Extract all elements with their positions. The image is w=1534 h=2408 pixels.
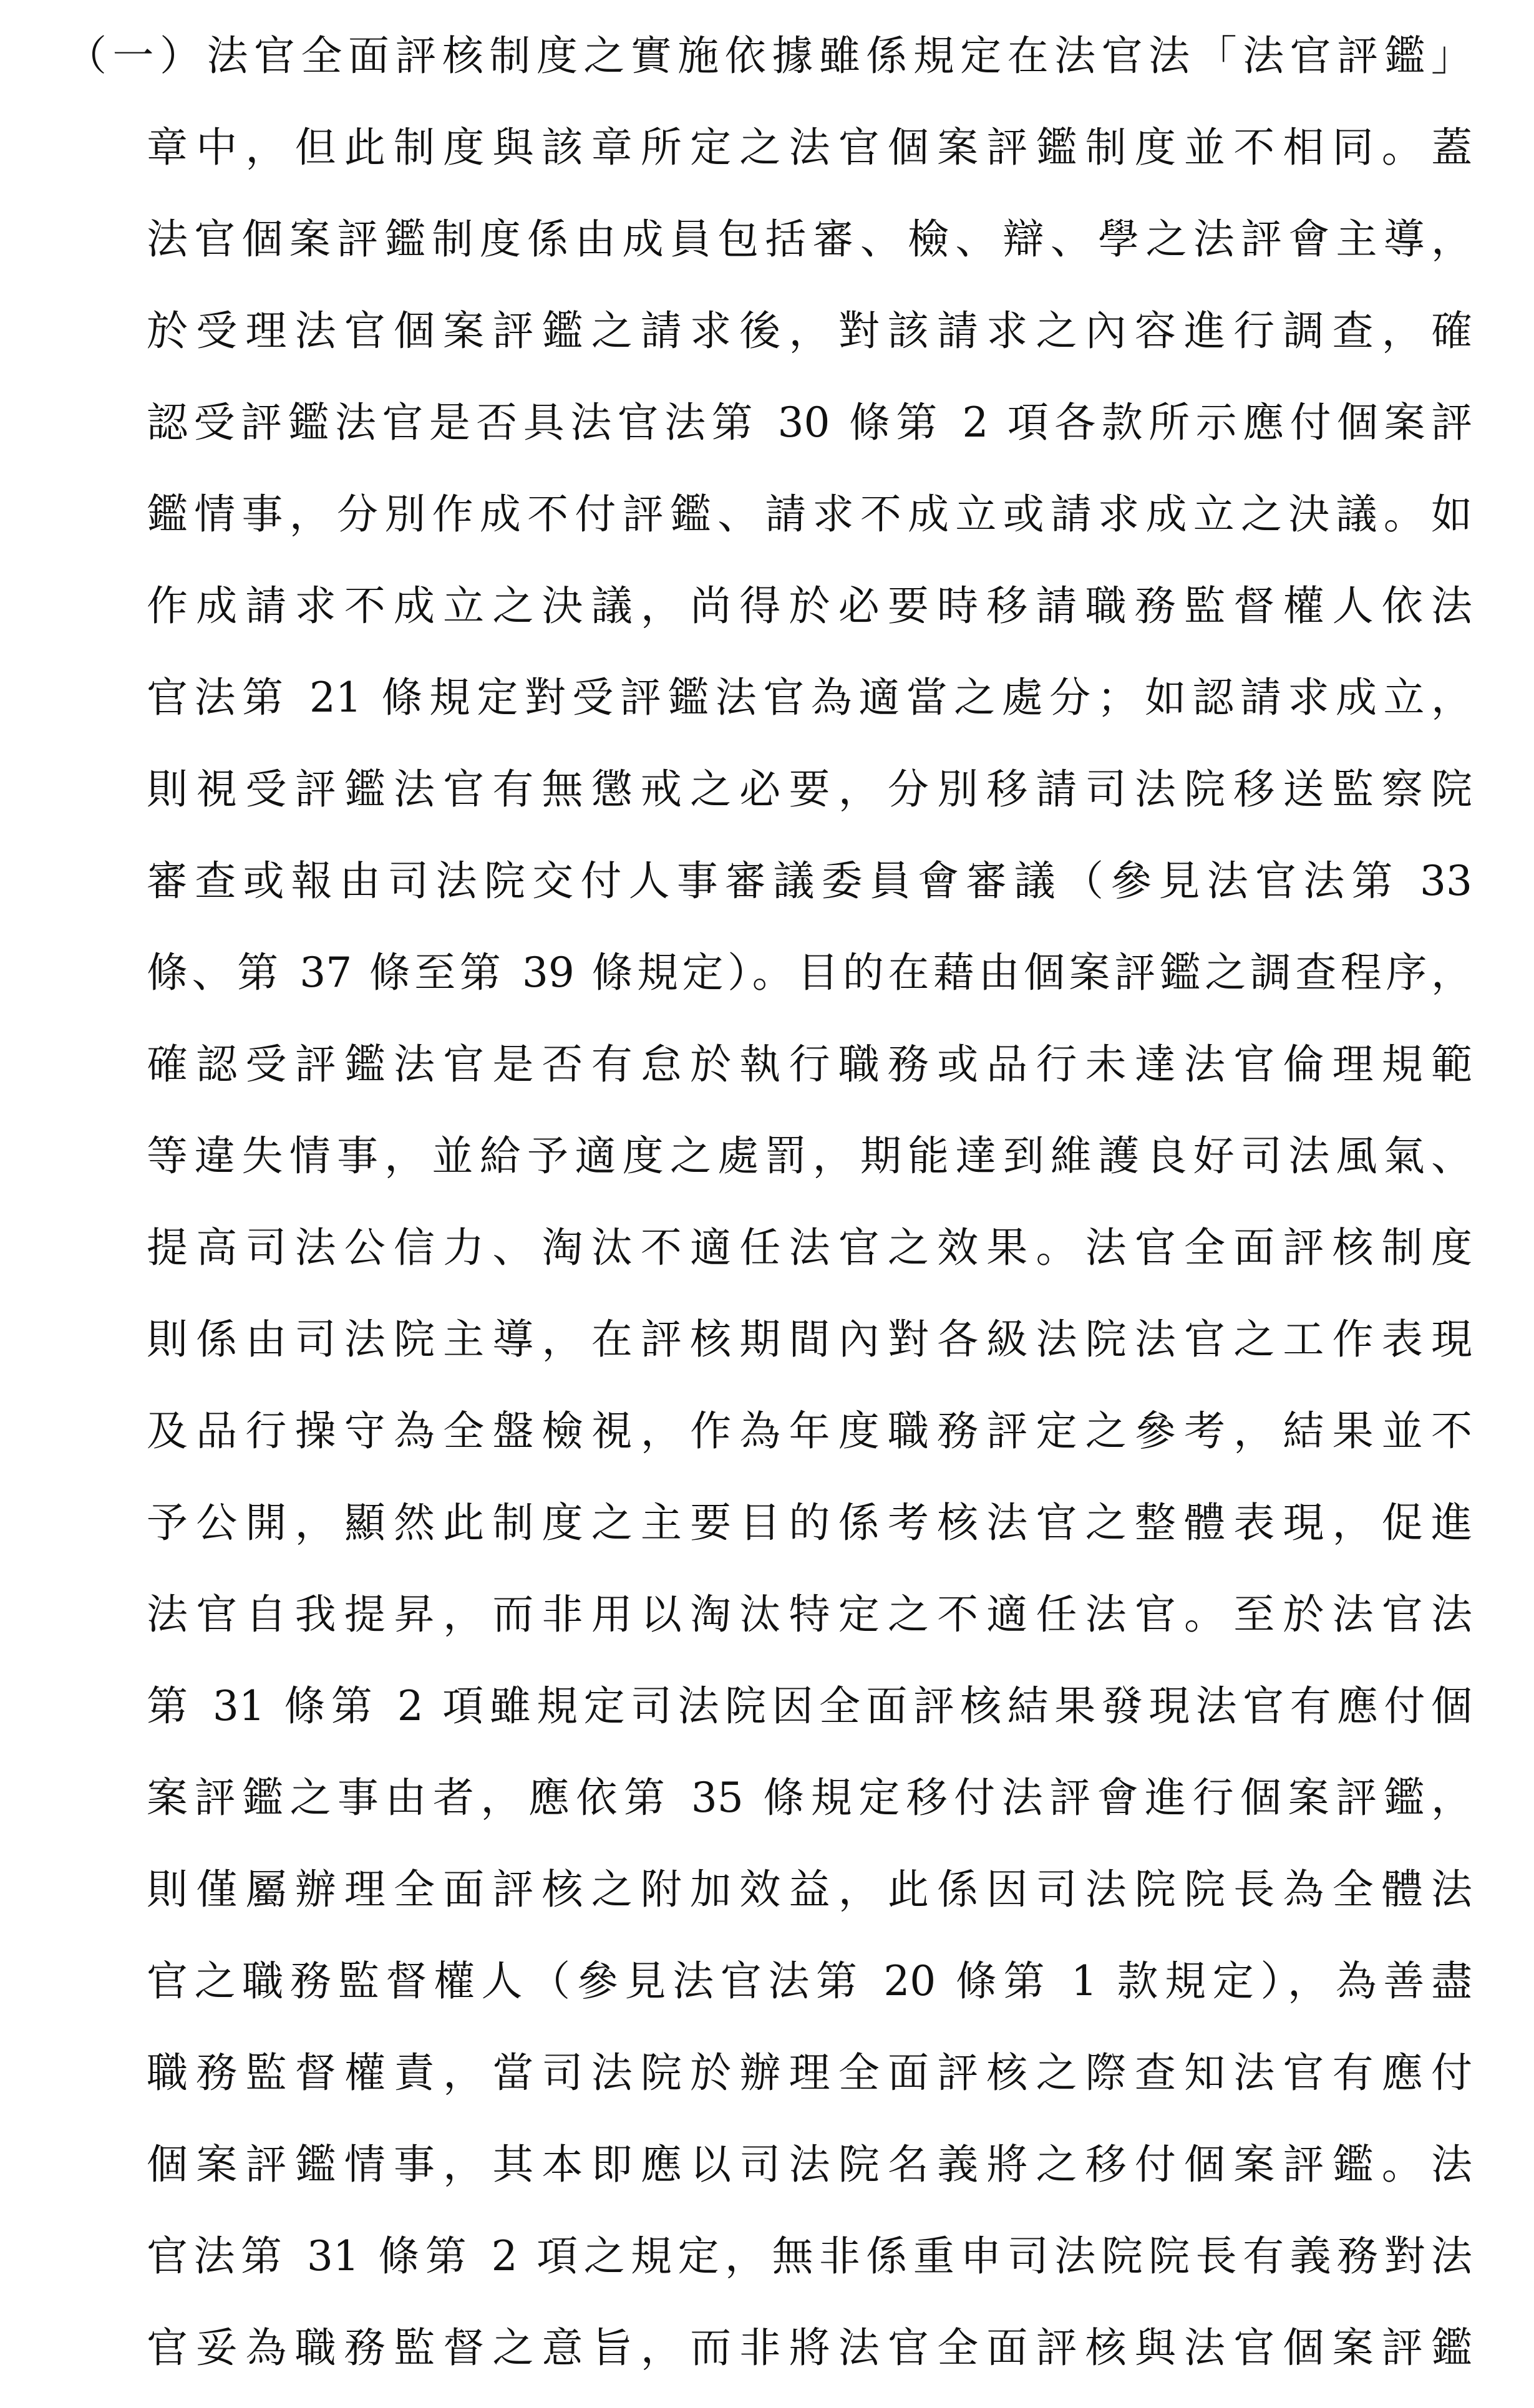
text-line: 官妥為職務監督之意旨，而非將法官全面評核與法官個案評鑑 [147, 2324, 1472, 2372]
text-line: 個案評鑑情事，其本即應以司法院名義將之移付個案評鑑。法 [147, 2140, 1472, 2188]
text-line: 予公開，顯然此制度之主要目的係考核法官之整體表現，促進 [147, 1499, 1472, 1547]
text-line: 官法第 31 條第 2 項之規定，無非係重申司法院院長有義務對法 [147, 2232, 1472, 2280]
text-line: 官法第 21 條規定對受評鑑法官為適當之處分；如認請求成立， [147, 674, 1472, 722]
text-line: 提高司法公信力、淘汰不適任法官之效果。法官全面評核制度 [147, 1224, 1472, 1272]
text-line: 則僅屬辦理全面評核之附加效益，此係因司法院院長為全體法 [147, 1865, 1472, 1913]
text-line: 第 31 條第 2 項雖規定司法院因全面評核結果發現法官有應付個 [147, 1682, 1472, 1730]
text-line: 職務監督權責，當司法院於辦理全面評核之際查知法官有應付 [147, 2049, 1472, 2097]
text-line: （一）法官全面評核制度之實施依據雖係規定在法官法「法官評鑑」 [66, 32, 1472, 80]
text-line: 等違失情事，並給予適度之處罰，期能達到維護良好司法風氣、 [147, 1132, 1472, 1180]
text-line: 及品行操守為全盤檢視，作為年度職務評定之參考，結果並不 [147, 1407, 1472, 1455]
text-line: 認受評鑑法官是否具法官法第 30 條第 2 項各款所示應付個案評 [147, 399, 1472, 447]
text-line: 於受理法官個案評鑑之請求後，對該請求之內容進行調查，確 [147, 307, 1472, 355]
text-line: 官之職務監督權人（參見法官法第 20 條第 1 款規定），為善盡 [147, 1957, 1472, 2005]
text-line: 則視受評鑑法官有無懲戒之必要，分別移請司法院移送監察院 [147, 765, 1472, 813]
text-line: 則係由司法院主導，在評核期間內對各級法院法官之工作表現 [147, 1315, 1472, 1363]
text-line: 法官自我提昇，而非用以淘汰特定之不適任法官。至於法官法 [147, 1590, 1472, 1638]
text-line: 作成請求不成立之決議，尚得於必要時移請職務監督權人依法 [147, 582, 1472, 630]
text-line: 審查或報由司法院交付人事審議委員會審議（參見法官法第 33 [147, 857, 1472, 905]
text-line: 案評鑑之事由者，應依第 35 條規定移付法評會進行個案評鑑， [147, 1774, 1472, 1822]
text-line: 鑑情事，分別作成不付評鑑、請求不成立或請求成立之決議。如 [147, 490, 1472, 538]
text-line: 章中，但此制度與該章所定之法官個案評鑑制度並不相同。蓋 [147, 123, 1472, 172]
text-line: 條、第 37 條至第 39 條規定）。目的在藉由個案評鑑之調查程序， [147, 949, 1472, 997]
text-line: 確認受評鑑法官是否有怠於執行職務或品行未達法官倫理規範 [147, 1040, 1472, 1088]
text-line: 法官個案評鑑制度係由成員包括審、檢、辯、學之法評會主導， [147, 215, 1472, 263]
